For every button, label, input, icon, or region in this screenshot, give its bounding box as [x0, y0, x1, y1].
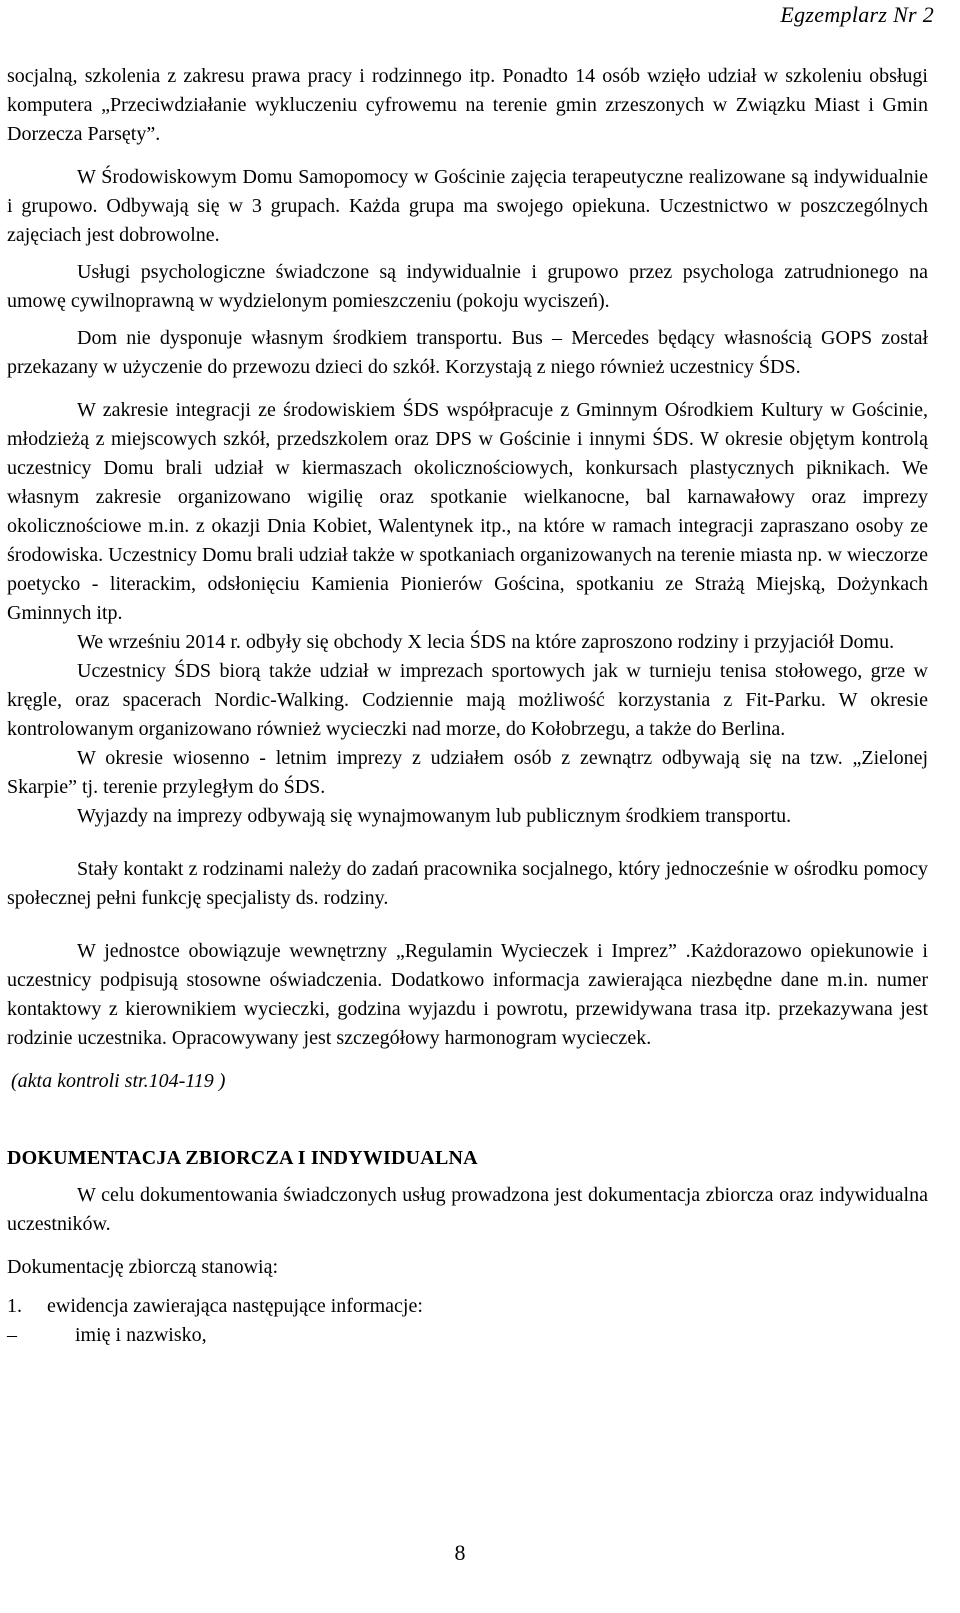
dash-list-item — [7, 1321, 928, 1350]
dash-marker: – — [7, 1324, 17, 1346]
list-number: 1. — [7, 1295, 22, 1317]
paragraph-sports: Uczestnicy ŚDS biorą także udział w imprezach sportowych jak w turnieju tenisa stołowego, grze w kręgle, oraz spacerach Nordic-Walking. Codziennie mają możliwość korzystania z Fit-Parku. W okresie kontrolowanym organizowano również wycieczki nad morze, do Kołobrzegu, a także do Berlina. — [7, 660, 928, 740]
paragraph-transport: Dom nie dysponuje własnym środkiem transportu. Bus – Mercedes będący własnością GOPS został przekazany w użyczenie do przewozu dzieci do szkół. Korzystają z niego również uczestnicy ŚDS. — [7, 327, 928, 378]
paragraph-regulations: W jednostce obowiązuje wewnętrzny „Regulamin Wycieczek i Imprez” .Każdorazowo opiekunowie i uczestnicy podpisują stosowne oświadczenia. Dodatkowo informacja zawierająca niezbędne dane m.in. numer kontaktowy z kierownikiem wycieczki, godzina wyjazdu i powrotu, przewidywana trasa itp. przekazywana jest rodzinie uczestnika. Opracowywany jest szczegółowy harmonogram wycieczek. — [7, 940, 928, 1049]
paragraph-anniversary: We wrześniu 2014 r. odbyły się obchody X lecia ŚDS na które zaproszono rodziny i przyjaciół Domu. — [77, 631, 895, 653]
section-lead: Dokumentację zbiorczą stanowią: — [7, 1256, 278, 1278]
paragraph-spring-summer: W okresie wiosenno - letnim imprezy z udziałem osób z zewnątrz odbywają się na tzw. „Zielonej Skarpie” tj. terenie przyległym do ŚDS. — [7, 747, 928, 798]
document-body — [7, 62, 928, 1350]
copy-number-header: Egzemplarz Nr 2 — [780, 2, 934, 27]
paragraph-trips-transport: Wyjazdy na imprezy odbywają się wynajmowanym lub publicznym środkiem transportu. — [77, 805, 792, 827]
paragraph-training: socjalną, szkolenia z zakresu prawa pracy i rodzinnego itp. Ponadto 14 osób wzięło udział w szkoleniu obsługi komputera „Przeciwdziałanie wykluczeniu cyfrowemu na terenie gmin zrzeszonych w Związku Miast i Gmin Dorzecza Parsęty”. — [7, 65, 928, 145]
list-item — [7, 1292, 928, 1321]
paragraph-family-contact: Stały kontakt z rodzinami należy do zadań pracownika socjalnego, który jednocześnie w ośrodku pomocy społecznej pełni funkcję specjalisty ds. rodziny. — [7, 858, 928, 909]
section-intro: W celu dokumentowania świadczonych usług prowadzona jest dokumentacja zbiorcza oraz indywidualna uczestników. — [7, 1184, 928, 1235]
dash-item-text: imię i nazwisko, — [75, 1324, 207, 1346]
page-number: 8 — [454, 1540, 466, 1565]
paragraph-integration: W zakresie integracji ze środowiskiem ŚDS współpracuje z Gminnym Ośrodkiem Kultury w Gościnie, młodzieżą z miejscowych szkół, przedszkolem oraz DPS w Gościnie i innymi ŚDS. W okresie objętym kontrolą uczestnicy Domu brali udział w kiermaszach okolicznościowych, konkursach plastycznych piknikach. We własnym zakresie organizowano wigilię oraz spotkanie wielkanocne, bal karnawałowy oraz imprezy okolicznościowe m.in. z okazji Dnia Kobiet, Walentynek itp., na które w ramach integracji zapraszano osoby ze środowiska. Uczestnicy Domu brali udział także w spotkaniach organizowanych na terenie miasta np. w wieczorze poetycko - literackim, odsłonięciu Kamienia Pionierów Gościna, spotkaniu ze Strażą Miejską, Dożynkach Gminnych itp. — [7, 399, 928, 624]
list-item-text: ewidencja zawierająca następujące informacje: — [47, 1295, 423, 1317]
section-title: DOKUMENTACJA ZBIORCZA I INDYWIDUALNA — [7, 1147, 478, 1169]
audit-reference: (akta kontroli str.104-119 ) — [11, 1070, 226, 1092]
paragraph-therapy-groups: W Środowiskowym Domu Samopomocy w Gościnie zajęcia terapeutyczne realizowane są indywidualnie i grupowo. Odbywają się w 3 grupach. Każda grupa ma swojego opiekuna. Uczestnictwo w poszczególnych zajęciach jest dobrowolne. — [7, 166, 928, 246]
paragraph-psychology: Usługi psychologiczne świadczone są indywidualnie i grupowo przez psychologa zatrudnionego na umowę cywilnoprawną w wydzielonym pomieszczeniu (pokoju wyciszeń). — [7, 261, 928, 312]
